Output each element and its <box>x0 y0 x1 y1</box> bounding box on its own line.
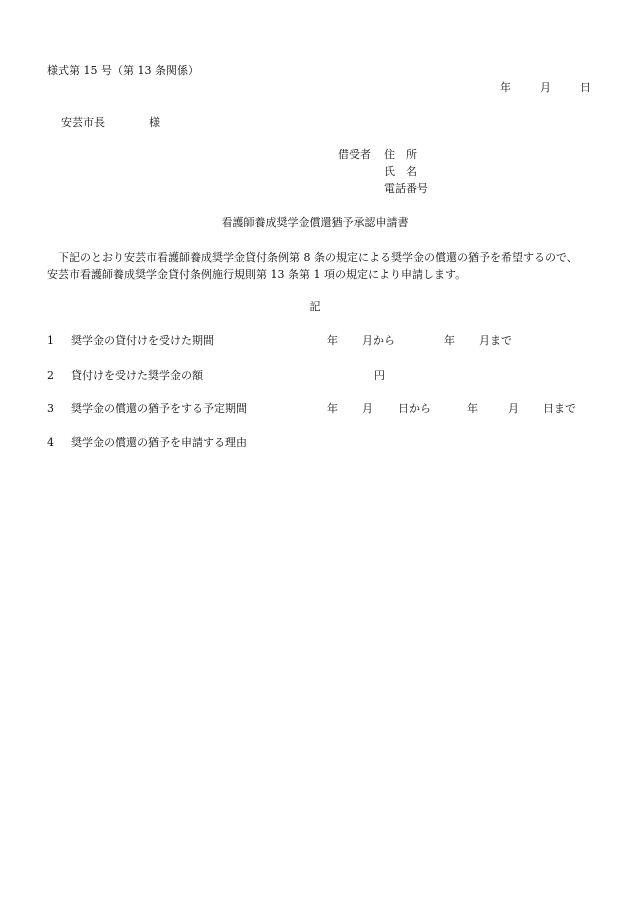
item3-year-from: 年 <box>327 402 338 415</box>
form-number-label: 様式第 15 号（第 13 条関係） <box>47 64 199 77</box>
item-number: 3 <box>47 402 54 415</box>
item3-month-to: 月 <box>508 402 519 415</box>
application-statement: 下記のとおり安芸市看護師養成奨学金貸付条例第 8 条の規定による奨学金の償還の猶予を希望するので、安芸市看護師養成奨学金貸付条例施行規則第 13 条第 1 項の規定により申請します。 <box>47 251 578 281</box>
applicant-block <box>338 148 428 199</box>
addressee <box>61 116 160 130</box>
document-title: 看護師養成奨学金償還猶予承認申請書 <box>221 216 409 229</box>
item3-year-to: 年 <box>467 402 478 415</box>
item-label: 貸付けを受けた奨学金の額 <box>71 369 203 382</box>
item-label: 奨学金の償還の猶予を申請する理由 <box>71 436 247 449</box>
date-year-label: 年 <box>500 81 511 94</box>
addressee-name: 安芸市長 <box>61 116 105 129</box>
date-day-label: 日 <box>580 81 591 94</box>
item-deferral-period <box>47 402 247 416</box>
item-deferral-reason <box>47 436 247 450</box>
applicant-phone-label: 電話番号 <box>384 182 428 195</box>
item-number: 2 <box>47 369 54 382</box>
item-label: 奨学金の償還の猶予をする予定期間 <box>71 402 247 415</box>
item-label: 奨学金の貸付けを受けた期間 <box>71 334 214 347</box>
item1-year-from: 年 <box>327 334 338 347</box>
item1-month-to: 月まで <box>479 334 512 347</box>
applicant-address-label: 住 所 <box>384 148 417 161</box>
item1-month-from: 月から <box>362 334 395 347</box>
item3-day-to: 日まで <box>543 402 576 415</box>
ki-heading: 記 <box>309 300 321 313</box>
addressee-honorific: 様 <box>149 116 160 129</box>
date-month-label: 月 <box>540 81 551 94</box>
item1-year-to: 年 <box>444 334 455 347</box>
application-date <box>500 81 591 95</box>
item3-day-from: 日から <box>398 402 431 415</box>
item-number: 1 <box>47 334 54 347</box>
item3-month-from: 月 <box>362 402 373 415</box>
item-number: 4 <box>47 436 54 449</box>
applicant-name-label: 氏 名 <box>384 165 417 178</box>
applicant-role: 借受者 <box>338 148 371 161</box>
item-loan-period <box>47 334 214 348</box>
item2-yen-unit: 円 <box>374 369 385 382</box>
item-loan-amount <box>47 369 203 383</box>
